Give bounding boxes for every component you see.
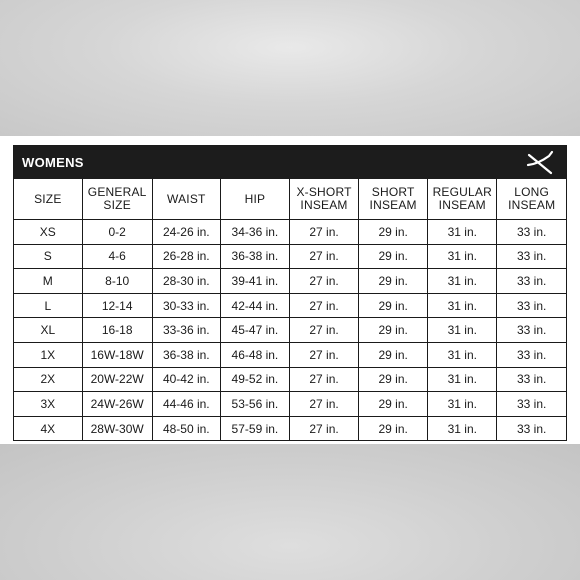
table-cell: 1X bbox=[14, 342, 82, 367]
table-cell: 30-33 in. bbox=[152, 293, 220, 318]
column-header: HIP bbox=[220, 179, 289, 220]
table-cell: 29 in. bbox=[359, 342, 428, 367]
column-header: X-SHORT INSEAM bbox=[289, 179, 358, 220]
table-cell: 16-18 bbox=[82, 318, 152, 343]
chart-title: WOMENS bbox=[22, 155, 84, 170]
table-cell: 31 in. bbox=[428, 318, 497, 343]
table-cell: 28W-30W bbox=[82, 416, 152, 440]
table-row bbox=[14, 269, 566, 294]
table-cell: 40-42 in. bbox=[152, 367, 220, 392]
table-row bbox=[14, 318, 566, 343]
table-cell: 29 in. bbox=[359, 220, 428, 245]
table-cell: XL bbox=[14, 318, 82, 343]
background-bottom bbox=[0, 444, 580, 580]
table-cell: 27 in. bbox=[289, 269, 358, 294]
table-cell: 53-56 in. bbox=[220, 392, 289, 417]
size-chart bbox=[13, 145, 567, 441]
table-body bbox=[14, 220, 566, 441]
table-cell: 57-59 in. bbox=[220, 416, 289, 440]
table-cell: 42-44 in. bbox=[220, 293, 289, 318]
table-cell: 8-10 bbox=[82, 269, 152, 294]
table-cell: 31 in. bbox=[428, 416, 497, 440]
table-cell: 34-36 in. bbox=[220, 220, 289, 245]
table-row bbox=[14, 244, 566, 269]
table-cell: 31 in. bbox=[428, 244, 497, 269]
table-cell: 33 in. bbox=[497, 318, 566, 343]
table-cell: 26-28 in. bbox=[152, 244, 220, 269]
table-cell: 29 in. bbox=[359, 367, 428, 392]
table-cell: 33 in. bbox=[497, 269, 566, 294]
table-header-row bbox=[14, 179, 566, 220]
table-cell: 27 in. bbox=[289, 392, 358, 417]
table-cell: 0-2 bbox=[82, 220, 152, 245]
table-cell: S bbox=[14, 244, 82, 269]
table-cell: 29 in. bbox=[359, 269, 428, 294]
table-cell: 44-46 in. bbox=[152, 392, 220, 417]
size-table bbox=[14, 179, 566, 440]
table-cell: 27 in. bbox=[289, 318, 358, 343]
table-cell: 31 in. bbox=[428, 293, 497, 318]
table-cell: 29 in. bbox=[359, 293, 428, 318]
table-cell: 49-52 in. bbox=[220, 367, 289, 392]
table-cell: 39-41 in. bbox=[220, 269, 289, 294]
table-cell: 4X bbox=[14, 416, 82, 440]
column-header: SHORT INSEAM bbox=[359, 179, 428, 220]
table-cell: 29 in. bbox=[359, 244, 428, 269]
table-cell: 29 in. bbox=[359, 318, 428, 343]
table-cell: 31 in. bbox=[428, 367, 497, 392]
table-row bbox=[14, 392, 566, 417]
table-cell: 33 in. bbox=[497, 416, 566, 440]
table-cell: 24W-26W bbox=[82, 392, 152, 417]
table-cell: 31 in. bbox=[428, 392, 497, 417]
table-cell: 33-36 in. bbox=[152, 318, 220, 343]
table-cell: 2X bbox=[14, 367, 82, 392]
column-header: SIZE bbox=[14, 179, 82, 220]
table-cell: 31 in. bbox=[428, 269, 497, 294]
table-cell: 24-26 in. bbox=[152, 220, 220, 245]
table-cell: 33 in. bbox=[497, 220, 566, 245]
column-header: WAIST bbox=[152, 179, 220, 220]
table-cell: XS bbox=[14, 220, 82, 245]
background-top bbox=[0, 0, 580, 136]
table-row bbox=[14, 416, 566, 440]
table-cell: 27 in. bbox=[289, 244, 358, 269]
table-cell: L bbox=[14, 293, 82, 318]
table-cell: 27 in. bbox=[289, 293, 358, 318]
chart-header bbox=[14, 146, 566, 179]
column-header: REGULAR INSEAM bbox=[428, 179, 497, 220]
table-row bbox=[14, 367, 566, 392]
table-cell: 33 in. bbox=[497, 367, 566, 392]
column-header: GENERAL SIZE bbox=[82, 179, 152, 220]
table-cell: 28-30 in. bbox=[152, 269, 220, 294]
table-cell: 4-6 bbox=[82, 244, 152, 269]
table-cell: 29 in. bbox=[359, 416, 428, 440]
table-cell: 3X bbox=[14, 392, 82, 417]
table-cell: 36-38 in. bbox=[220, 244, 289, 269]
table-cell: 27 in. bbox=[289, 220, 358, 245]
table-row bbox=[14, 293, 566, 318]
table-row bbox=[14, 220, 566, 245]
column-header: LONG INSEAM bbox=[497, 179, 566, 220]
table-cell: 27 in. bbox=[289, 367, 358, 392]
table-cell: 33 in. bbox=[497, 293, 566, 318]
table-cell: 27 in. bbox=[289, 416, 358, 440]
table-cell: 33 in. bbox=[497, 244, 566, 269]
table-cell: 36-38 in. bbox=[152, 342, 220, 367]
table-cell: 46-48 in. bbox=[220, 342, 289, 367]
table-cell: 29 in. bbox=[359, 392, 428, 417]
table-cell: 33 in. bbox=[497, 342, 566, 367]
brand-logo-icon bbox=[526, 150, 554, 176]
table-row bbox=[14, 342, 566, 367]
table-cell: 16W-18W bbox=[82, 342, 152, 367]
table-cell: 45-47 in. bbox=[220, 318, 289, 343]
table-cell: M bbox=[14, 269, 82, 294]
table-cell: 31 in. bbox=[428, 220, 497, 245]
table-cell: 12-14 bbox=[82, 293, 152, 318]
table-cell: 48-50 in. bbox=[152, 416, 220, 440]
table-cell: 20W-22W bbox=[82, 367, 152, 392]
table-cell: 31 in. bbox=[428, 342, 497, 367]
table-cell: 27 in. bbox=[289, 342, 358, 367]
table-cell: 33 in. bbox=[497, 392, 566, 417]
